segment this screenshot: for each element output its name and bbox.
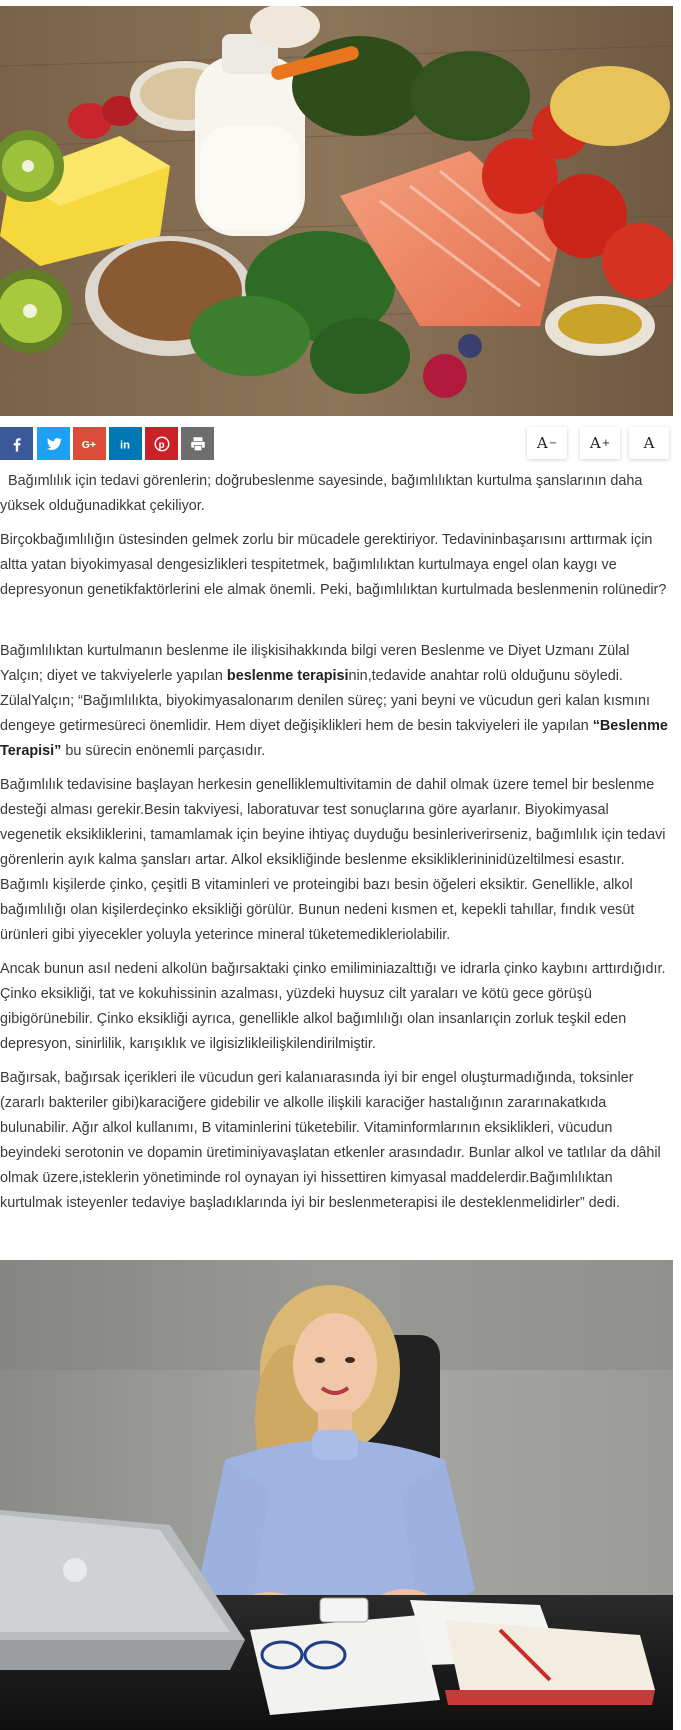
google-plus-icon [81, 435, 99, 453]
google-plus-share-button[interactable] [73, 427, 106, 460]
article-body [0, 469, 672, 1225]
hero-food-image [0, 6, 673, 416]
pinterest-icon [153, 435, 171, 453]
portrait-image [0, 1260, 673, 1730]
portrait-illustration [0, 1260, 673, 1730]
twitter-share-button[interactable] [37, 427, 70, 460]
text-segment: Bağımlılıktan kurtulmanın beslenme ile ilişkisihakkında bilgi veren Beslenme ve Diyet Uzmanı Zülal Yalçın; diyet ve takviyelerle yapılan [0, 643, 630, 684]
font-decrease-sign: − [548, 437, 558, 449]
print-icon [189, 435, 207, 453]
article-paragraph: Ancak bunun asıl nedeni alkolün bağırsaktaki çinko emiliminiazalttığı ve idrarla çinko kaybını arttırdığıdır. Çinko eksikliği, tat ve kokuhissinin azalması, yüzdeki huysuz cilt yaraları ve kötü gece görüşü gibigörünebilir. Çinko eksikliği ayrıca, genellikle alkol bağımlılığı olan insanlarıçin zorluk teşkil eden depresyon, sinirlilik, karışıklık ve ilgisizlikleilişkilendirilmiştir. [0, 961, 666, 1052]
svg-text:G+: G+ [81, 438, 96, 451]
facebook-icon [8, 435, 26, 453]
font-reset-button[interactable] [629, 427, 669, 459]
bold-phrase: “Beslenme Terapisi” [0, 718, 668, 759]
linkedin-share-button[interactable] [109, 427, 142, 460]
text-segment: bu sürecin enönemli parçasıdır. [61, 743, 266, 759]
article-paragraph: Bağımlılık için tedavi görenlerin; doğrubeslenme sayesinde, bağımlılıktan kurtulma şanslarının daha yüksek olduğunadikkat çekiliyor. [0, 473, 647, 514]
font-increase-label: A [589, 434, 601, 452]
svg-text:p: p [158, 439, 165, 451]
font-reset-label: A [643, 434, 655, 452]
text-segment: nin,tedavide anahtar rolü olduğunu söyledi. ZülalYalçın; “Bağımlılıkta, biyokimyasalonarım denilen süreç; yani beyni ve vücudun geri kalan kısmını dengeye getirmesüreci önemlidir. Hem diyet değişiklikleri hem de besin takviyeleri ile yapılan [0, 668, 651, 734]
twitter-icon [45, 435, 63, 453]
print-button[interactable] [181, 427, 214, 460]
svg-text:in: in [119, 439, 130, 451]
font-decrease-label: A [536, 434, 548, 452]
bold-phrase: beslenme terapisi [226, 668, 349, 684]
article-toolbar [0, 427, 673, 463]
font-increase-button[interactable] [580, 427, 620, 459]
article-paragraph: Bağımlılık tedavisine başlayan herkesin genelliklemultivitamin de dahil olmak üzere temel bir beslenme desteği alması gerekir.Besin takviyesi, laboratuvar test sonuçlarına göre ayarlanır. Biyokimyasal vegenetik eksikliklerini, tamamlamak için beyine ihtiyaç duyduğu besinleriverirseniz, bağımlılık için tedavi görenlerin ayık kalma şansları artar. Alkol eksikliğinde beslenme eksikliklerininidüzeltilmesi esastır. Bağımlı kişilerde çinko, çeşitli B vitaminleri ve proteingibi bazı besin öğeleri eksiktir. Genellikle, alkol bağımlılığı olan kişilerdeçinko eksikliği görülür. Bunun nedeni kısmen et, kepekli tahıllar, fındık vesüt ürünleri gibi yiyecekler yoluyla yeterince mineral tüketemedikleriolabilir. [0, 777, 666, 943]
linkedin-icon [117, 435, 135, 453]
pinterest-share-button[interactable] [145, 427, 178, 460]
font-increase-sign: + [601, 437, 611, 449]
article-paragraph [0, 639, 672, 764]
facebook-share-button[interactable] [0, 427, 33, 460]
article-paragraph: Birçokbağımlılığın üstesinden gelmek zorlu bir mücadele gerektiriyor. Tedavininbaşarısını arttırmak için altta yatan biyokimyasal dengesizlikleri tespitetmek, bağımlılıktan kurtulmaya engel olan kaygı ve depresyonun genetikfaktörlerini ele almak önemli. Peki, bağımlılıktan kurtulmada beslenmenin rolünedir? [0, 532, 667, 598]
hero-food-illustration [0, 6, 673, 416]
article-paragraph: Bağırsak, bağırsak içerikleri ile vücudun geri kalanıarasında iyi bir engel oluşturmadığında, toksinler (zararlı bakteriler gibi)karaciğere gidebilir ve alkolle ilişkili karaciğer hastalığının zararınakatkıda bulunabilir. Ağır alkol kullanımı, B vitaminlerini tüketebilir. Vitaminformlarının eksiklikleri, vücudun beyindeki serotonin ve dopamin üretiminiyavaşlatan etkenler arasındadır. Bunlar alkol ve tatlılar da dâhil olmak üzere,isteklerin yönetiminde rol oynayan iyi hissettiren kimyasal maddelerdir.Bağımlılıktan kurtulmak isteyenler tedaviye başladıklarında iyi bir beslenmeterapisi ile desteklenmelidirler” dedi. [0, 1070, 661, 1211]
font-decrease-button[interactable] [527, 427, 567, 459]
